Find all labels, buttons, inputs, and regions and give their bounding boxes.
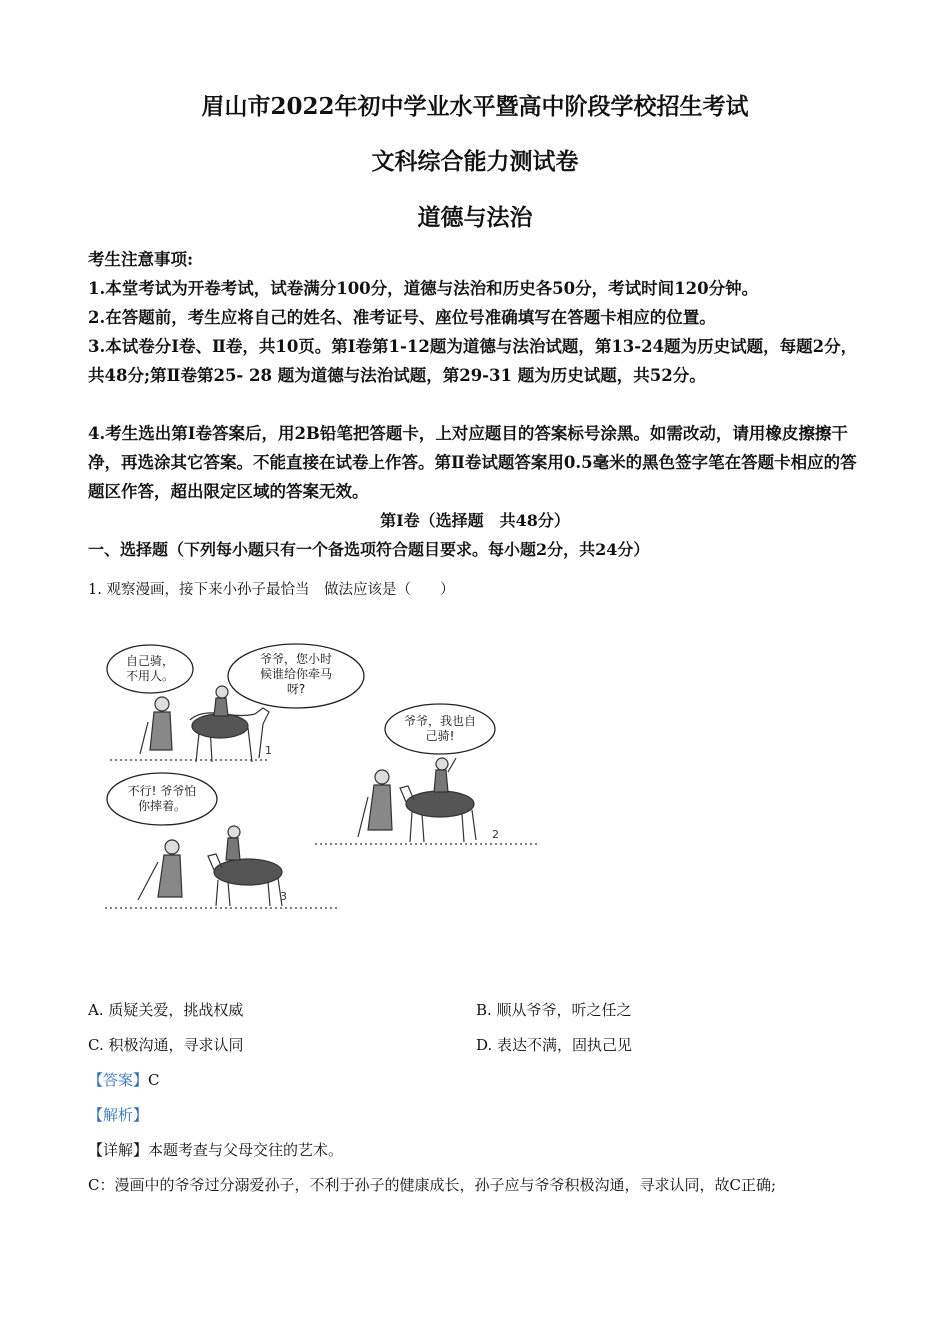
panel-3-figures	[105, 826, 340, 908]
paper-title: 文科综合能力测试卷	[371, 148, 579, 175]
bubble-3-line-1: 爷爷，我也自	[403, 714, 477, 728]
bubble-4-line-1: 不行! 爷爷怕	[127, 784, 197, 798]
panel-1-number: 1	[265, 744, 272, 757]
panel-2-figures	[315, 758, 540, 844]
exam-title: 眉山市2022年初中学业水平暨高中阶段学校招生考试	[201, 93, 749, 120]
subject-title: 道德与法治	[417, 204, 533, 231]
option-c[interactable]: C. 积极沟通，寻求认同	[88, 1036, 244, 1054]
notice-heading: 考生注意事项:	[88, 250, 194, 269]
bubble-1-line-2: 不用人。	[125, 669, 175, 683]
section-title: 第Ⅰ卷（选择题 共48分）	[380, 511, 570, 530]
detail-text: 【详解】本题考查与父母交往的艺术。	[88, 1141, 344, 1159]
bubble-1-line-1: 自己骑，	[125, 654, 175, 668]
option-b[interactable]: B. 顺从爷爷，听之任之	[476, 1001, 632, 1019]
question-1-stem: 1. 观察漫画，接下来小孙子最恰当 做法应该是（ ）	[88, 582, 455, 598]
notice-item-4: 4.考生选出第Ⅰ卷答案后，用2B铅笔把答题卡，上对应题目的答案标号涂黑。如需改动，请用橡皮擦擦干净，再选涂其它答案。不能直接在试卷上作答。第Ⅱ卷试题答案用0.5毫米的黑色签字笔在答题卡相应的答题区作答，超出限定区域的答案无效。	[88, 424, 857, 501]
option-d[interactable]: D. 表达不满，固执己见	[476, 1036, 633, 1054]
comic-illustration	[100, 632, 560, 917]
section-subtitle: 一、选择题（下列每小题只有一个备选项符合题目要求。每小题2分，共24分）	[88, 540, 650, 559]
bubble-2-line-1: 爷爷，您小时	[259, 652, 333, 666]
answer-line	[88, 1069, 160, 1090]
bubble-3-line-2: 己骑!	[425, 729, 455, 743]
notice-item-2: 2.在答题前，考生应将自己的姓名、准考证号、座位号准确填写在答题卡相应的位置。	[88, 308, 716, 327]
notice-item-1: 1.本堂考试为开卷考试，试卷满分100分，道德与法治和历史各50分，考试时间120分钟。	[88, 279, 759, 298]
panel-3-number: 3	[280, 890, 287, 903]
notice-item-3: 3.本试卷分Ⅰ卷、Ⅱ卷，共10页。第Ⅰ卷第1-12题为道德与法治试题，第13-24题为历史试题，每题2分，共48分;第Ⅱ卷第25- 28 题为道德与法治试题，第29-31 题为历史试题，共52分。	[88, 337, 858, 385]
bubble-2-line-2: 候谁给你牵马	[259, 667, 333, 681]
option-a[interactable]: A. 质疑关爱，挑战权威	[88, 1001, 244, 1019]
panel-2-number: 2	[492, 828, 499, 841]
answer-tag: 【答案】	[88, 1071, 149, 1089]
analysis-tag: 【解析】	[88, 1106, 149, 1124]
explanation-c: C：漫画中的爷爷过分溺爱孙子，不利于孙子的健康成长，孙子应与爷爷积极沟通，寻求认同，故C正确;	[88, 1176, 777, 1194]
answer-value: C	[148, 1071, 160, 1089]
bubble-2-line-3: 呀?	[286, 682, 306, 696]
bubble-4-line-2: 你摔着。	[137, 799, 187, 813]
